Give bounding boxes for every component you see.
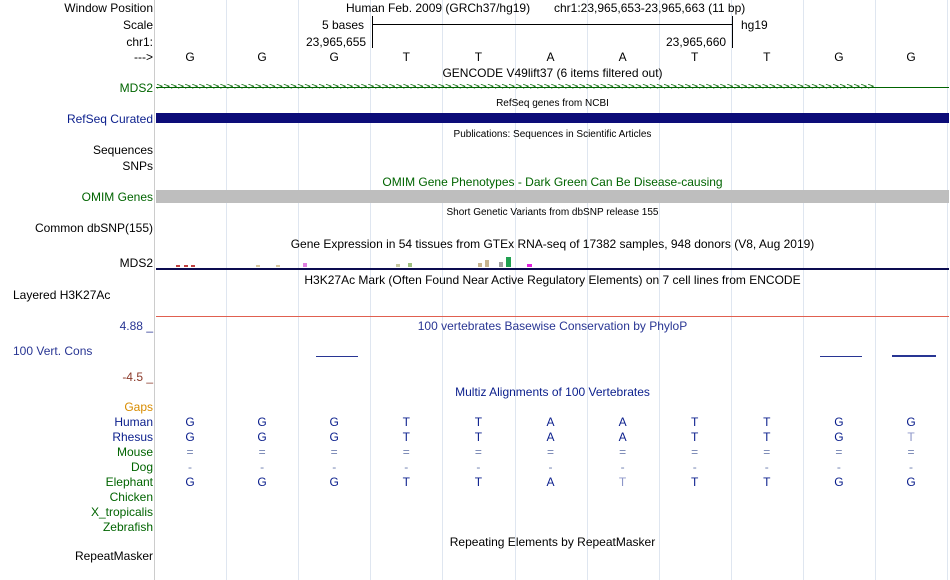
- species-label-x_tropicalis[interactable]: X_tropicalis: [90, 505, 153, 519]
- gtex-bargraph[interactable]: [156, 252, 949, 268]
- dbsnp-title: Short Genetic Variants from dbSNP release 155: [446, 207, 659, 218]
- phylop-signal: [892, 355, 936, 357]
- phylop-max-label: 4.88 _: [119, 319, 153, 333]
- species-label-chicken[interactable]: Chicken: [109, 490, 153, 504]
- alignment-base: T: [474, 415, 483, 429]
- sequence-base: G: [906, 50, 916, 64]
- species-label-elephant[interactable]: Elephant: [105, 475, 153, 489]
- alignment-base: T: [402, 415, 410, 429]
- gtex-bar: [396, 264, 400, 267]
- track-label-dbsnp[interactable]: Common dbSNP(155): [34, 221, 153, 235]
- gtex-bar: [303, 263, 307, 267]
- sequence-base: T: [402, 50, 410, 64]
- alignment-base: T: [691, 475, 699, 489]
- alignment-base: T: [618, 475, 627, 489]
- gtex-bar: [499, 262, 503, 267]
- alignment-base: G: [257, 475, 267, 489]
- alignment-base: -: [692, 460, 697, 474]
- alignment-base: G: [329, 415, 339, 429]
- alignment-base: G: [834, 430, 844, 444]
- sequence-base: A: [546, 50, 555, 64]
- gtex-bar: [184, 265, 188, 267]
- coord-left-tick: [372, 34, 373, 48]
- multiz-title: Multiz Alignments of 100 Vertebrates: [455, 385, 650, 399]
- gtex-bar: [191, 265, 195, 267]
- window-position-label: Window Position: [64, 1, 153, 15]
- species-label-zebrafish[interactable]: Zebrafish: [102, 520, 153, 534]
- alignment-base: -: [764, 460, 769, 474]
- publications-title: Publications: Sequences in Scientific Articles: [453, 129, 652, 140]
- alignment-base: -: [404, 460, 409, 474]
- alignment-base: G: [257, 430, 267, 444]
- sequence-base: G: [185, 50, 195, 64]
- species-label-rhesus[interactable]: Rhesus: [112, 430, 153, 444]
- phylop-signal: [820, 356, 862, 357]
- gtex-bar: [276, 265, 280, 267]
- alignment-base: T: [763, 475, 771, 489]
- omim-gene-bar[interactable]: [156, 190, 949, 203]
- track-label-refseq[interactable]: RefSeq Curated: [66, 112, 153, 126]
- db-text: hg19: [741, 18, 768, 32]
- alignment-base: -: [548, 460, 553, 474]
- alignment-base: -: [260, 460, 265, 474]
- alignment-base: -: [476, 460, 481, 474]
- phylop-signal: [316, 356, 358, 357]
- alignment-base: A: [546, 430, 555, 444]
- alignment-base: G: [185, 430, 195, 444]
- alignment-base: =: [619, 445, 627, 459]
- h3k27ac-title: H3K27Ac Mark (Often Found Near Active Regulatory Elements) on 7 cell lines from ENCODE: [304, 273, 801, 287]
- track-label-sequences[interactable]: Sequences: [92, 143, 153, 157]
- repeatmasker-title: Repeating Elements by RepeatMasker: [449, 535, 656, 549]
- alignment-base: G: [185, 415, 195, 429]
- alignment-base: A: [546, 415, 555, 429]
- gtex-bar: [176, 265, 180, 267]
- coord-right-tick: [732, 34, 733, 48]
- scale-bar-right-tick: [732, 16, 733, 34]
- scale-label: Scale: [122, 18, 153, 32]
- scale-text: 5 bases: [322, 18, 365, 32]
- alignment-base: T: [474, 430, 483, 444]
- alignment-base: A: [618, 415, 627, 429]
- alignment-base: T: [691, 430, 699, 444]
- alignment-base: -: [909, 460, 913, 474]
- track-label-gaps[interactable]: Gaps: [124, 400, 153, 414]
- alignment-base: =: [763, 445, 771, 459]
- gtex-bar: [408, 263, 412, 267]
- sequence-base: G: [257, 50, 267, 64]
- alignment-base: =: [186, 445, 194, 459]
- alignment-base: T: [402, 430, 410, 444]
- alignment-base: G: [329, 430, 339, 444]
- alignment-base: T: [763, 430, 771, 444]
- strand-arrow-label: --->: [134, 50, 153, 64]
- sequence-base: A: [618, 50, 627, 64]
- track-label-gencode[interactable]: MDS2: [119, 81, 153, 95]
- alignment-base: T: [474, 475, 483, 489]
- gtex-title: Gene Expression in 54 tissues from GTEx RNA-seq of 17382 samples, 948 donors (V8, Aug 2019): [290, 237, 815, 251]
- gtex-baseline: [156, 268, 949, 270]
- gtex-bar: [256, 265, 260, 267]
- gencode-strand-glyphs: >>>>>>>>>>>>>>>>>>>>>>>>>>>>>>>>>>>>>>>>>>>>>>>>>>>>>>>>>>>>>>>>>>>>>>>>>>>>>>>>>>>>>>>>>>>>>>>>>>>>>>: [156, 82, 875, 92]
- alignment-base: =: [907, 445, 915, 459]
- alignment-base: -: [332, 460, 337, 474]
- omim-title: OMIM Gene Phenotypes - Dark Green Can Be Disease-causing: [382, 175, 723, 189]
- track-label-gtex[interactable]: MDS2: [119, 256, 153, 270]
- scale-bar: [372, 24, 733, 25]
- species-label-human[interactable]: Human: [114, 415, 153, 429]
- h3k27ac-baseline: [156, 316, 949, 317]
- alignment-base: =: [691, 445, 699, 459]
- sequence-base: G: [329, 50, 339, 64]
- scale-bar-left-tick: [372, 16, 373, 34]
- track-label-omim[interactable]: OMIM Genes: [81, 190, 153, 204]
- refseq-gene-bar[interactable]: [156, 113, 949, 123]
- gtex-bar: [478, 263, 482, 267]
- phylop-min-label: -4.5 _: [122, 370, 153, 384]
- alignment-base: =: [330, 445, 338, 459]
- alignment-base: =: [402, 445, 410, 459]
- alignment-base: A: [546, 475, 555, 489]
- track-label-h3k27ac[interactable]: Layered H3K27Ac: [13, 288, 111, 302]
- alignment-base: -: [620, 460, 625, 474]
- alignment-base: =: [474, 445, 482, 459]
- sequence-base: G: [834, 50, 844, 64]
- track-label-repeatmasker[interactable]: RepeatMasker: [74, 549, 153, 563]
- alignment-base: -: [836, 460, 841, 474]
- track-label-snps[interactable]: SNPs: [122, 159, 153, 173]
- sequence-base: T: [474, 50, 483, 64]
- alignment-base: G: [834, 415, 844, 429]
- alignment-base: G: [834, 475, 844, 489]
- alignment-base: G: [329, 475, 339, 489]
- alignment-base: G: [257, 415, 267, 429]
- gtex-bar: [506, 257, 511, 267]
- alignment-base: =: [835, 445, 843, 459]
- coord-right: 23,965,660: [666, 35, 727, 49]
- gtex-bar: [485, 260, 489, 267]
- phylop-title: 100 vertebrates Basewise Conservation by PhyloP: [417, 319, 688, 333]
- alignment-base: A: [618, 430, 627, 444]
- refseq-title: RefSeq genes from NCBI: [496, 98, 609, 109]
- gtex-bar: [527, 264, 532, 267]
- alignment-base: =: [258, 445, 266, 459]
- alignment-base: T: [691, 415, 699, 429]
- position-text: chr1:23,965,653-23,965,663 (11 bp): [554, 1, 746, 15]
- species-label-dog[interactable]: Dog: [130, 460, 153, 474]
- chrom-label: chr1:: [126, 35, 153, 49]
- sequence-base: T: [691, 50, 699, 64]
- alignment-base: G: [906, 415, 916, 429]
- alignment-base: T: [907, 430, 915, 444]
- assembly-text: Human Feb. 2009 (GRCh37/hg19): [346, 1, 531, 15]
- sequence-base: T: [763, 50, 771, 64]
- alignment-base: T: [402, 475, 410, 489]
- track-label-phylop[interactable]: 100 Vert. Cons: [13, 344, 93, 358]
- alignment-base: G: [185, 475, 195, 489]
- alignment-base: G: [906, 475, 916, 489]
- gencode-title: GENCODE V49lift37 (6 items filtered out): [442, 66, 663, 80]
- alignment-base: -: [188, 460, 192, 474]
- alignment-base: =: [546, 445, 554, 459]
- coord-left: 23,965,655: [306, 35, 367, 49]
- alignment-base: T: [763, 415, 771, 429]
- species-label-mouse[interactable]: Mouse: [116, 445, 153, 459]
